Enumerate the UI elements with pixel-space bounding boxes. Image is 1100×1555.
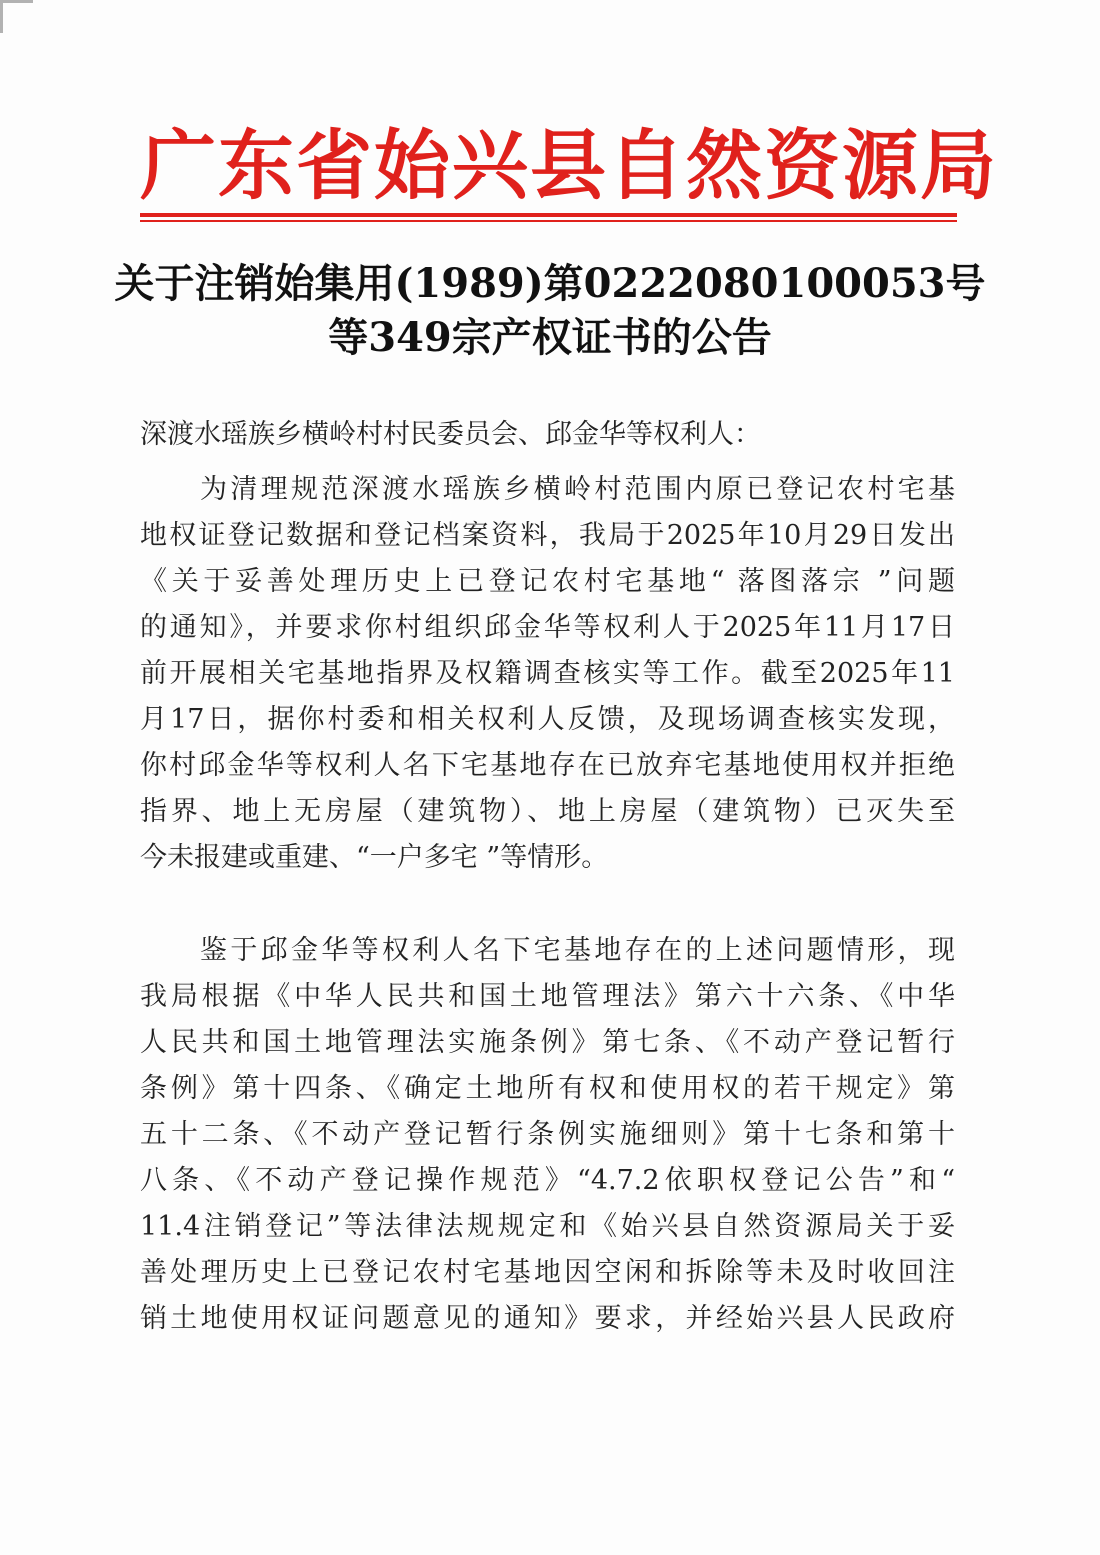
paragraph-line: 的通知》，并要求你村组织邱金华等权利人于2025年11月17日 <box>140 612 955 643</box>
paragraph-line: 八条、《不动产登记操作规范》“4.7.2依职权登记公告”和“ <box>140 1165 955 1196</box>
paragraph-line: 指界、地上无房屋（建筑物）、地上房屋（建筑物）已灭失至 <box>140 796 955 827</box>
salutation: 深渡水瑶族乡横岭村村民委员会、邱金华等权利人： <box>140 419 761 450</box>
document-title-line-2: 等349宗产权证书的公告 <box>328 314 772 361</box>
paragraph-line: 前开展相关宅基地指界及权籍调查核实等工作。截至2025年11 <box>140 658 955 689</box>
paragraph-line: 人民共和国土地管理法实施条例》第七条、《不动产登记暂行 <box>140 1027 955 1058</box>
paragraph-line: 五十二条、《不动产登记暂行条例实施细则》第十七条和第十 <box>140 1119 955 1150</box>
scan-corner-mark <box>0 0 33 33</box>
paragraph-line: 鉴于邱金华等权利人名下宅基地存在的上述问题情形，现 <box>200 935 955 966</box>
body-paragraph-1 <box>140 467 955 881</box>
document-title-line-1: 关于注销始集用(1989)第0222080100053号 <box>114 260 986 307</box>
body-paragraph-2 <box>140 928 955 1342</box>
paragraph-line: 《关于妥善处理历史上已登记农村宅基地“ 落图落宗 ”问题 <box>140 566 955 597</box>
paragraph-line: 善处理历史上已登记农村宅基地因空闲和拆除等未及时收回注 <box>140 1257 955 1288</box>
paragraph-line: 销土地使用权证问题意见的通知》要求，并经始兴县人民政府 <box>140 1303 955 1334</box>
document-title <box>110 257 990 365</box>
paragraph-line: 条例》第十四条、《确定土地所有权和使用权的若干规定》第 <box>140 1073 955 1104</box>
paragraph-line: 你村邱金华等权利人名下宅基地存在已放弃宅基地使用权并拒绝 <box>140 750 955 781</box>
paragraph-line: 今未报建或重建、“一户多宅 ”等情形。 <box>140 842 609 873</box>
paragraph-line: 为清理规范深渡水瑶族乡横岭村范围内原已登记农村宅基 <box>200 474 955 505</box>
letterhead-red-rule <box>140 213 957 217</box>
paragraph-line: 地权证登记数据和登记档案资料，我局于2025年10月29日发出 <box>140 520 955 551</box>
paragraph-line: 我局根据《中华人民共和国土地管理法》第六十六条、《中华 <box>140 981 955 1012</box>
agency-letterhead: 广东省始兴县自然资源局 <box>140 121 998 210</box>
paragraph-line: 月17日，据你村委和相关权利人反馈，及现场调查核实发现， <box>140 704 955 735</box>
paragraph-line: 11.4注销登记”等法律法规规定和《始兴县自然资源局关于妥 <box>140 1211 955 1242</box>
letterhead-red-rule-thin <box>140 220 957 222</box>
